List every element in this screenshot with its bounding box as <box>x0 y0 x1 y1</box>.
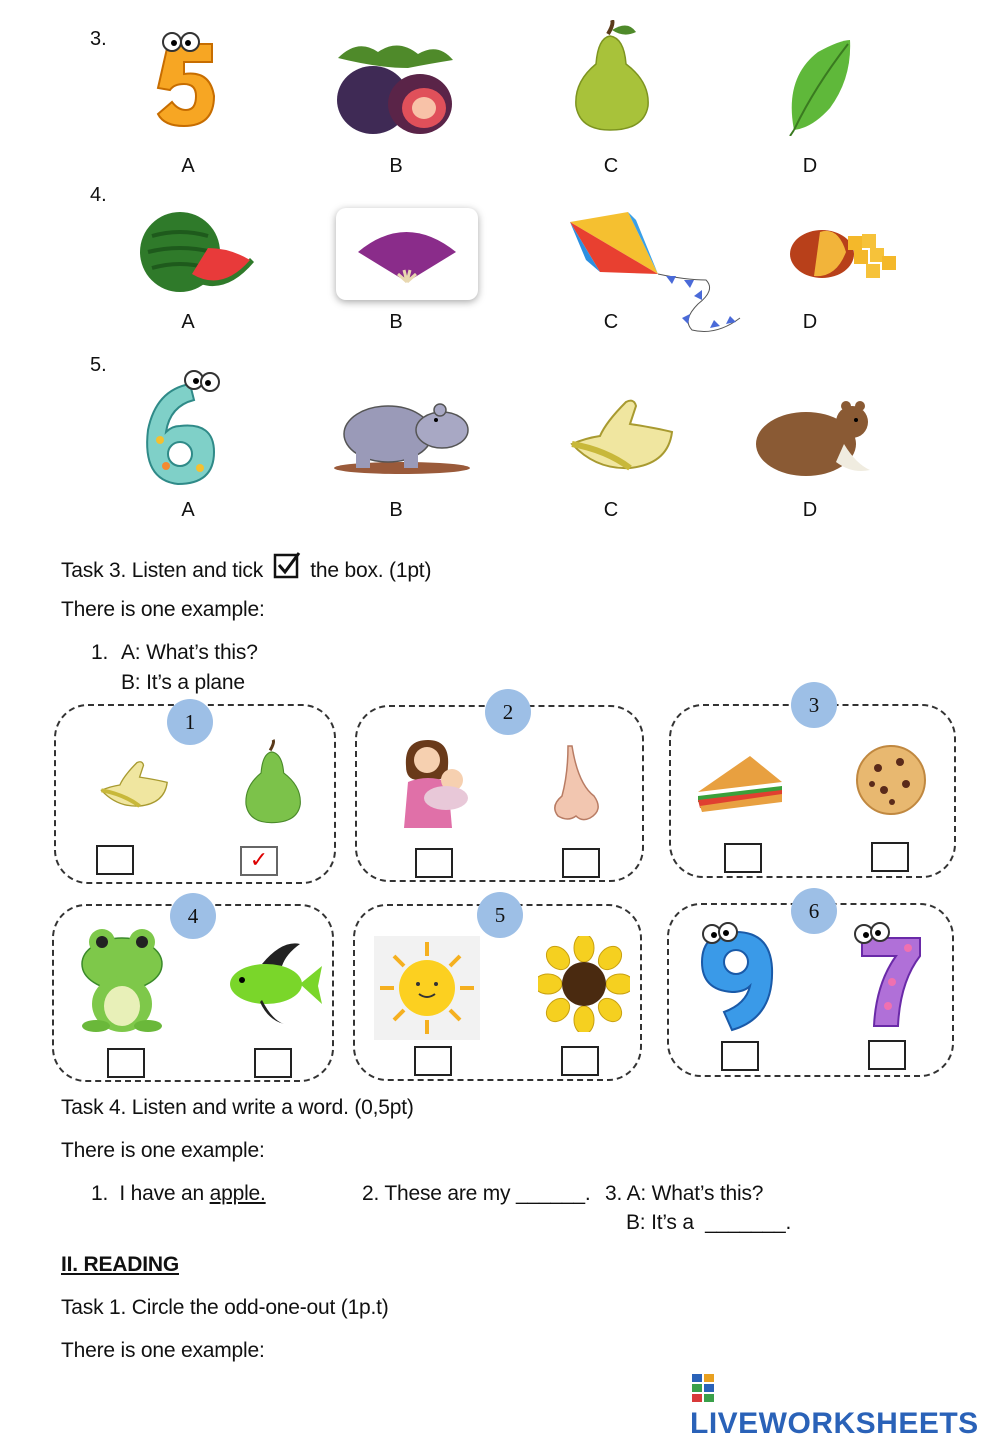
reading-example-intro: There is one example: <box>61 1339 265 1362</box>
number-five-picture <box>150 30 225 130</box>
leaf-picture <box>780 38 855 136</box>
tick-box[interactable] <box>414 1046 452 1076</box>
option-c-label: C <box>603 311 619 333</box>
number-six-picture <box>136 370 220 488</box>
task4-item-3-question: 3. A: What’s this? <box>605 1182 764 1205</box>
group-number-badge: 2 <box>485 689 531 735</box>
task4-item-1-answer: apple. <box>209 1182 266 1205</box>
option-a-label: A <box>181 311 195 333</box>
bear-picture <box>752 392 874 480</box>
task3-example-answer: B: It’s a plane <box>121 671 245 694</box>
tick-box[interactable] <box>415 848 453 878</box>
question-number: 5. <box>90 354 107 376</box>
logo-icon <box>690 1372 716 1406</box>
sun-picture <box>374 936 480 1040</box>
task3-title-end: the box. (1pt) <box>310 559 432 582</box>
tick-box[interactable] <box>561 1046 599 1076</box>
task4-item-1-text: 1. I have an <box>91 1182 210 1205</box>
option-c-label: C <box>603 155 619 177</box>
option-d-label: D <box>802 155 818 177</box>
cookie-picture <box>856 744 926 816</box>
task4-item-3-blank[interactable]: _______. <box>705 1211 792 1234</box>
number-nine-picture <box>696 922 782 1034</box>
tick-box[interactable] <box>562 848 600 878</box>
task3-example-number: 1. <box>91 641 109 664</box>
group-number-badge: 5 <box>477 892 523 938</box>
reading-task1-title: Task 1. Circle the odd-one-out (1p.t) <box>61 1296 389 1319</box>
fan-picture <box>336 208 478 300</box>
checkmark-icon: ✓ <box>249 848 269 873</box>
tick-box[interactable] <box>254 1048 292 1078</box>
mother-and-baby-picture <box>394 736 476 830</box>
tick-box[interactable] <box>868 1040 906 1070</box>
task3-example-question: A: What’s this? <box>121 641 258 664</box>
task4-item-2[interactable]: 2. These are my ______. <box>362 1182 591 1205</box>
liveworksheets-logo <box>690 1372 1000 1441</box>
option-a-label: A <box>181 155 195 177</box>
group-number-badge: 4 <box>170 893 216 939</box>
task4-item-1 <box>91 1182 266 1206</box>
group-number-badge: 3 <box>791 682 837 728</box>
task4-item-3-answer-text: B: It’s a <box>626 1211 694 1234</box>
option-d-label: D <box>802 311 818 333</box>
option-a-label: A <box>181 499 195 521</box>
question-number: 3. <box>90 28 107 50</box>
banana-picture <box>566 398 674 474</box>
mango-picture <box>790 222 906 284</box>
number-seven-picture <box>852 922 924 1030</box>
sunflower-picture <box>538 936 630 1032</box>
nose-picture <box>548 744 604 822</box>
question-number: 4. <box>90 184 107 206</box>
option-d-label: D <box>802 499 818 521</box>
task4-title: Task 4. Listen and write a word. (0,5pt) <box>61 1096 414 1119</box>
fish-picture <box>222 940 322 1026</box>
tick-box-checked[interactable] <box>240 846 278 876</box>
option-b-label: B <box>389 499 403 521</box>
option-b-label: B <box>389 311 403 333</box>
checkbox-icon <box>273 551 301 579</box>
task4-example-intro: There is one example: <box>61 1139 265 1162</box>
tick-box[interactable] <box>96 845 134 875</box>
kite-picture <box>566 210 742 336</box>
tick-box[interactable] <box>721 1041 759 1071</box>
watermelon-picture <box>138 208 256 300</box>
pear-picture <box>240 736 304 828</box>
task3-title <box>61 551 431 583</box>
frog-picture <box>78 926 166 1034</box>
group-number-badge: 1 <box>167 699 213 745</box>
reading-heading: II. READING <box>61 1253 179 1276</box>
tick-box[interactable] <box>107 1048 145 1078</box>
figs-picture <box>328 38 458 136</box>
option-c-label: C <box>603 499 619 521</box>
pear-picture <box>568 20 653 132</box>
task3-example-intro: There is one example: <box>61 598 265 621</box>
sandwich-picture <box>694 752 786 814</box>
group-number-badge: 6 <box>791 888 837 934</box>
task4-item-3-answer <box>626 1211 791 1235</box>
logo-text: LIVEWORKSHEETS <box>690 1407 979 1440</box>
tick-box[interactable] <box>724 843 762 873</box>
task3-title-start: Task 3. Listen and tick <box>61 559 264 582</box>
tick-box[interactable] <box>871 842 909 872</box>
banana-picture <box>80 760 186 810</box>
option-b-label: B <box>389 155 403 177</box>
hippo-picture <box>332 386 474 474</box>
